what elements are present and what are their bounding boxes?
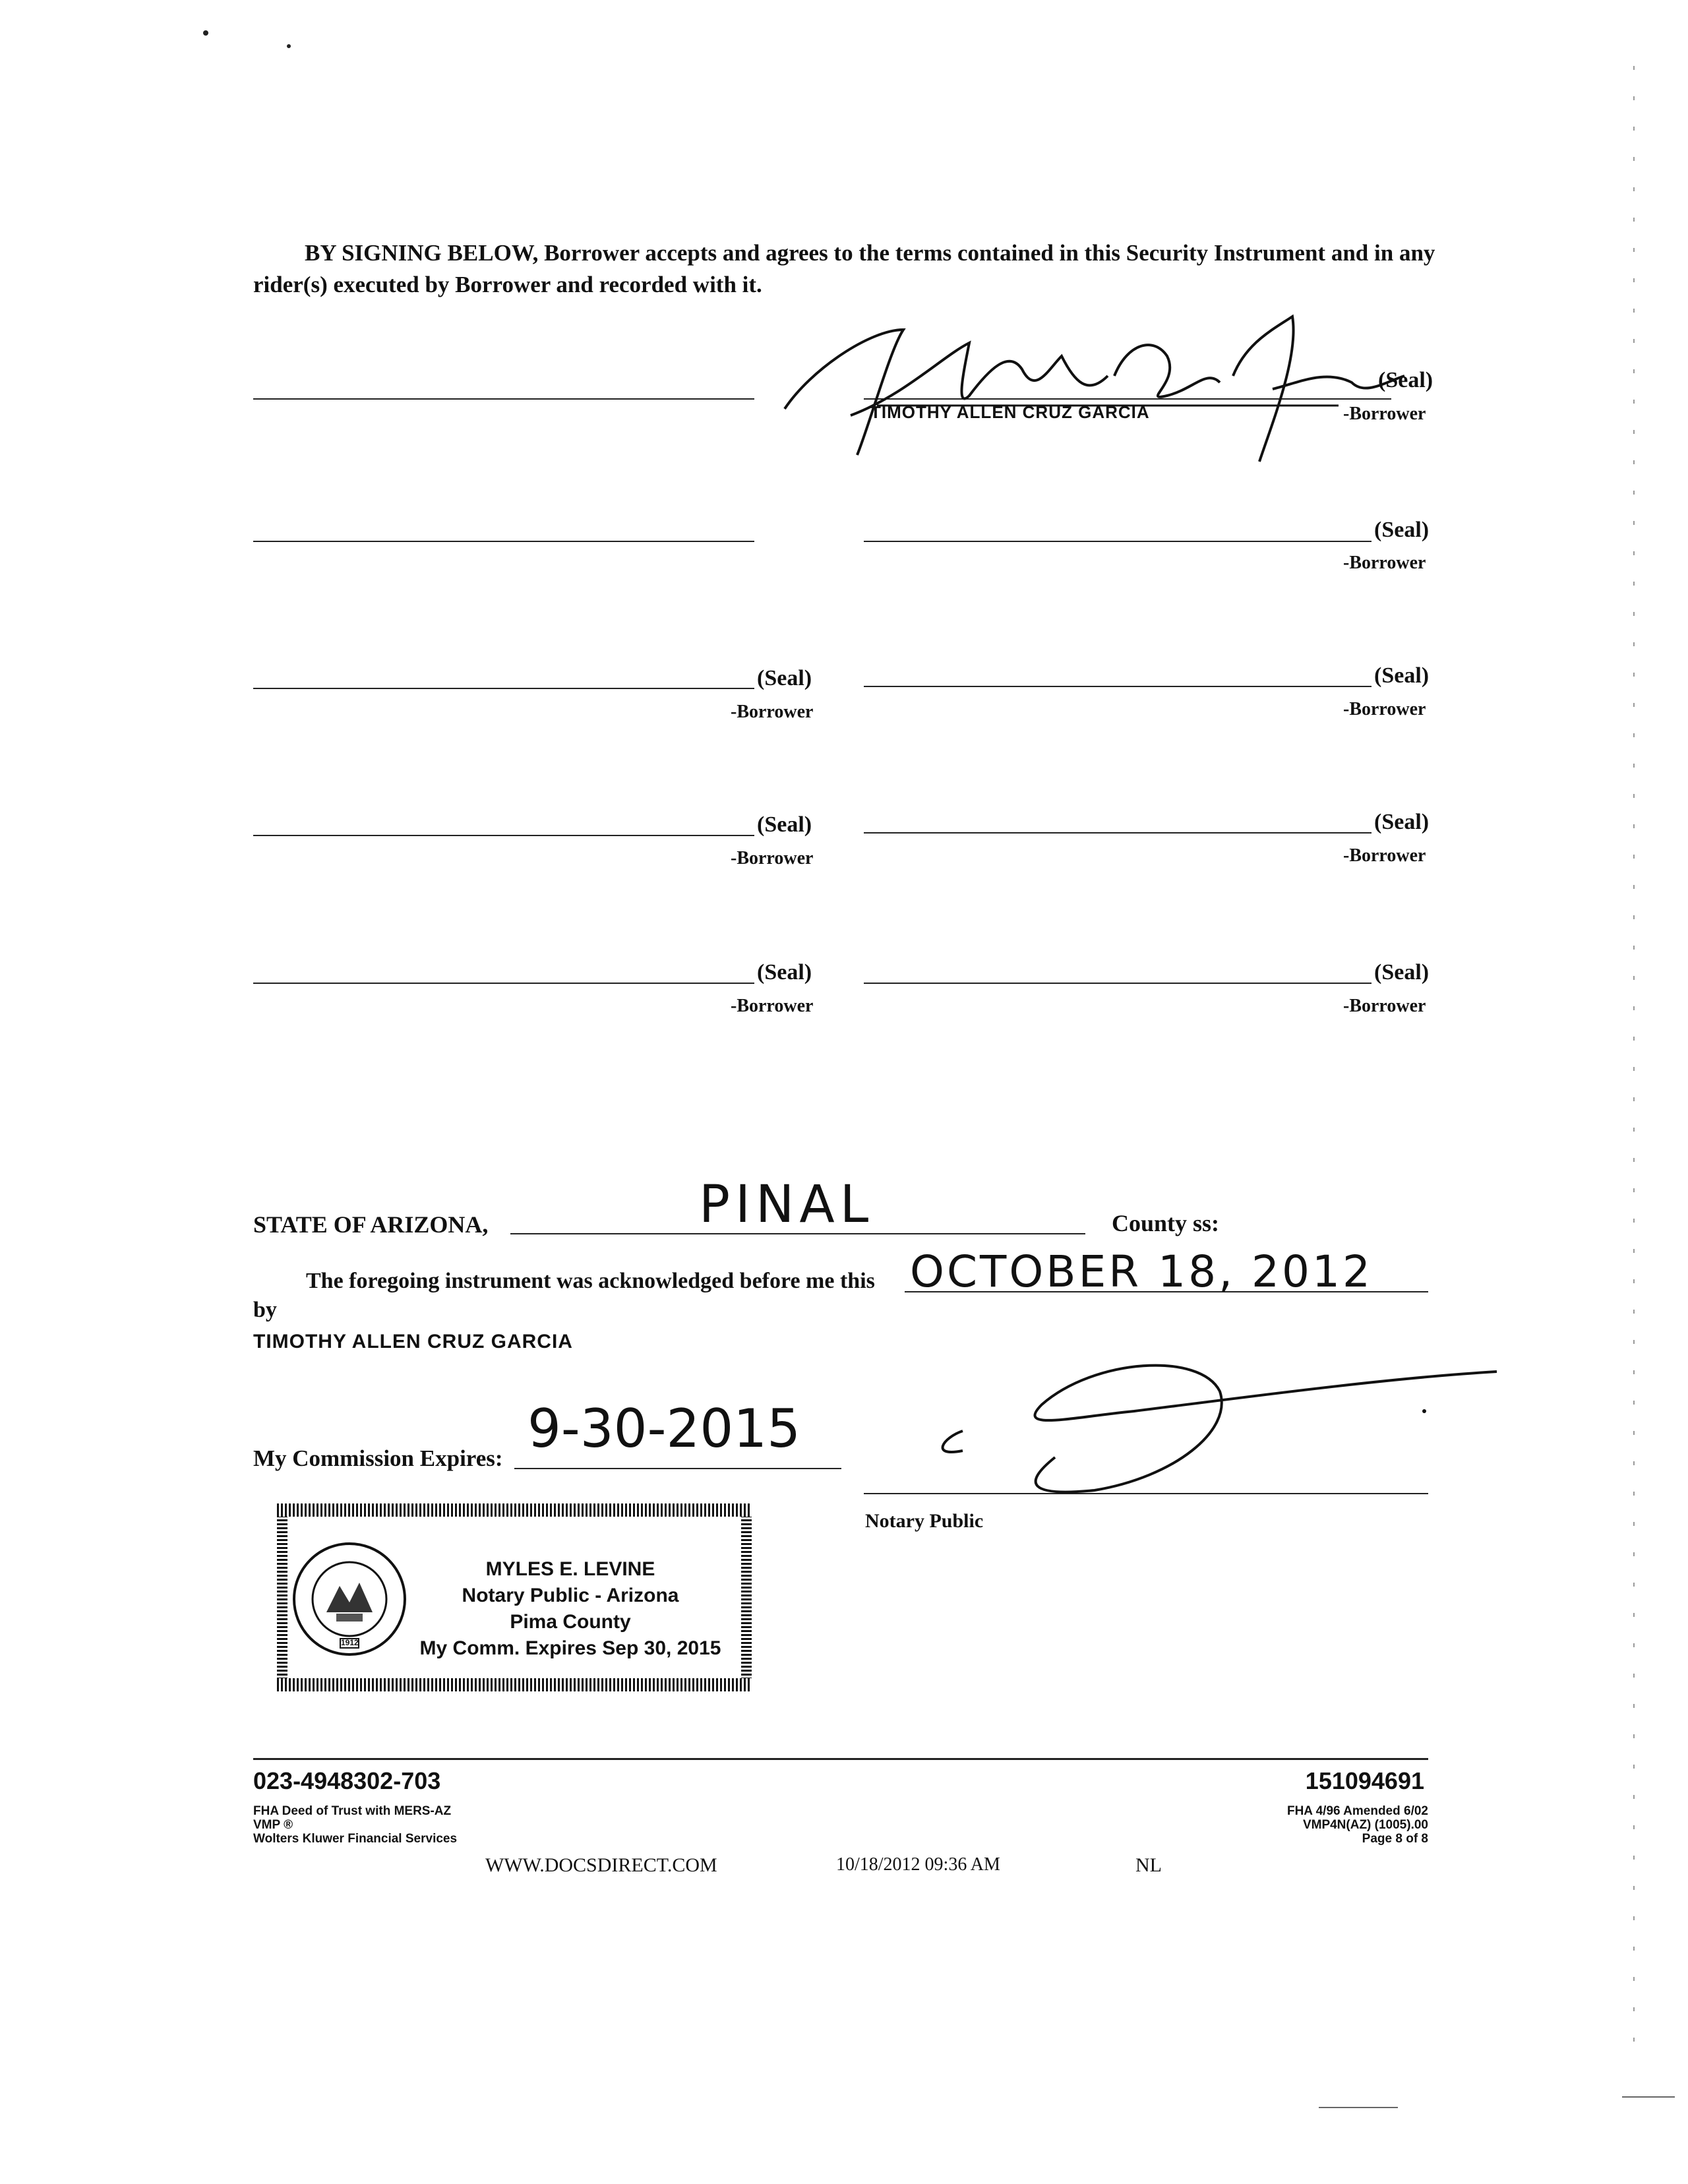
county-handwritten: PINAL <box>699 1175 874 1234</box>
borrower-label: -Borrower <box>731 996 814 1016</box>
seal-label: (Seal) <box>757 812 812 837</box>
footer-left-line: Wolters Kluwer Financial Services <box>253 1832 458 1846</box>
notary-public-label: Notary Public <box>865 1510 984 1532</box>
intro-paragraph: BY SIGNING BELOW, Borrower accepts and agrees to the terms contained in this Security Instrument and in any rider(s) executed by Borrower and recorded with it. <box>253 240 1435 297</box>
primary-borrower-name: TIMOTHY ALLEN CRUZ GARCIA <box>870 402 1150 422</box>
seal-label: (Seal) <box>757 666 812 690</box>
state-label: STATE OF ARIZONA, <box>253 1211 489 1238</box>
county-ss-label: County ss: <box>1112 1210 1220 1236</box>
foregoing-text: The foregoing instrument was acknowledged before me this <box>306 1269 875 1293</box>
footer-left-line: VMP ® <box>253 1818 293 1832</box>
footer-right-line: FHA 4/96 Amended 6/02 <box>1286 1804 1428 1818</box>
acknowledged-name: TIMOTHY ALLEN CRUZ GARCIA <box>253 1331 573 1352</box>
borrower-label: -Borrower <box>731 848 814 868</box>
notary-title: Notary Public - Arizona <box>462 1585 679 1606</box>
seal-year: 1912 <box>341 1638 359 1647</box>
borrower-label: -Borrower <box>731 702 814 722</box>
borrower-label: -Borrower <box>1343 996 1426 1016</box>
borrower-label: -Borrower <box>1343 553 1426 573</box>
seal-label: (Seal) <box>1374 960 1430 985</box>
notary-expiration: My Comm. Expires Sep 30, 2015 <box>419 1637 721 1659</box>
seal-label: (Seal) <box>1374 810 1430 834</box>
borrower-label: -Borrower <box>1343 845 1426 866</box>
notary-name: MYLES E. LEVINE <box>485 1558 655 1580</box>
commission-handwritten: 9-30-2015 <box>528 1398 801 1459</box>
seal-label: (Seal) <box>1378 368 1433 392</box>
form-number: 151094691 <box>1305 1767 1424 1794</box>
footer-timestamp: 10/18/2012 09:36 AM <box>836 1854 1000 1875</box>
footer-right-line: Page 8 of 8 <box>1362 1832 1428 1846</box>
loan-number: 023-4948302-703 <box>253 1767 441 1794</box>
seal-label: (Seal) <box>1374 663 1430 688</box>
seal-label: (Seal) <box>757 960 812 985</box>
borrower-label: -Borrower <box>1343 404 1426 424</box>
footer-left-line: FHA Deed of Trust with MERS-AZ <box>253 1804 452 1818</box>
date-handwritten: OCTOBER 18, 2012 <box>910 1246 1373 1297</box>
borrower-label: -Borrower <box>1343 699 1426 719</box>
footer-initials: NL <box>1135 1854 1162 1876</box>
footer-right-line: VMP4N(AZ) (1005).00 <box>1302 1818 1428 1832</box>
commission-label: My Commission Expires: <box>253 1445 503 1471</box>
seal-label: (Seal) <box>1374 518 1430 542</box>
notary-county: Pima County <box>510 1611 631 1633</box>
footer-website: WWW.DOCSDIRECT.COM <box>485 1854 717 1876</box>
by-label: by <box>253 1298 277 1322</box>
